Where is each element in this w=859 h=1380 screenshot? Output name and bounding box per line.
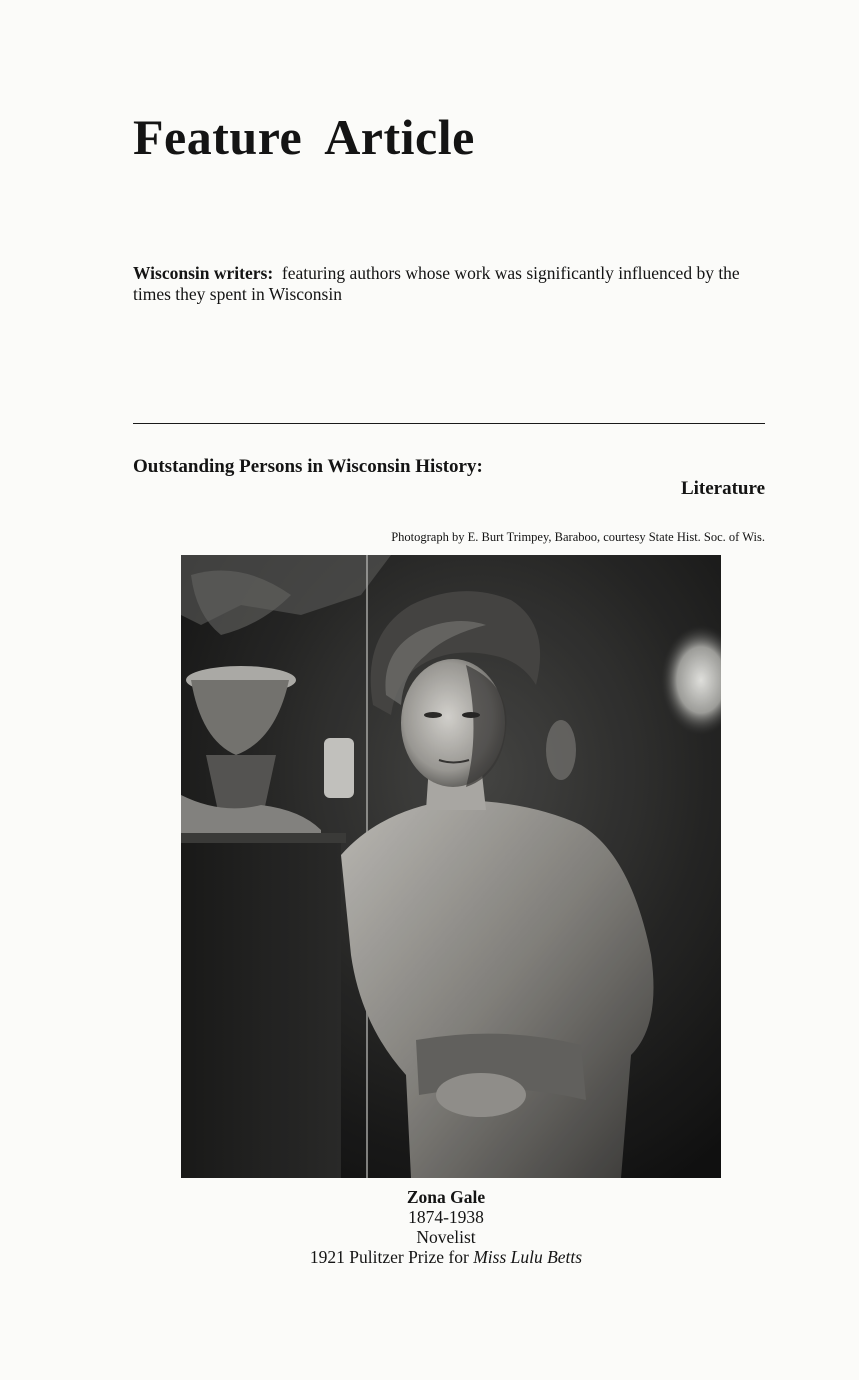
series-lead: Wisconsin writers:	[133, 263, 274, 283]
series-intro	[133, 263, 767, 305]
caption-years: 1874-1938	[408, 1207, 484, 1227]
section-category: Literature	[680, 478, 765, 499]
feature-title	[133, 109, 475, 165]
caption-award-prefix: 1921 Pulitzer Prize for	[309, 1247, 469, 1267]
series-description: featuring authors whose work was significantly influenced by the times they spent in Wisconsin	[133, 263, 740, 304]
horizontal-divider	[133, 423, 765, 424]
portrait-photograph	[181, 555, 721, 1178]
photo-credit: Photograph by E. Burt Trimpey, Baraboo, courtesy State Hist. Soc. of Wis.	[391, 530, 765, 544]
caption-occupation: Novelist	[416, 1227, 476, 1247]
photo-caption	[159, 1187, 733, 1267]
caption-award-book: Miss Lulu Betts	[473, 1247, 583, 1267]
section-heading: Outstanding Persons in Wisconsin History:	[133, 456, 483, 477]
feature-title-word-2: Article	[324, 109, 475, 165]
caption-name: Zona Gale	[406, 1187, 486, 1207]
feature-title-word-1: Feature	[133, 109, 303, 165]
caption-award	[159, 1247, 733, 1267]
